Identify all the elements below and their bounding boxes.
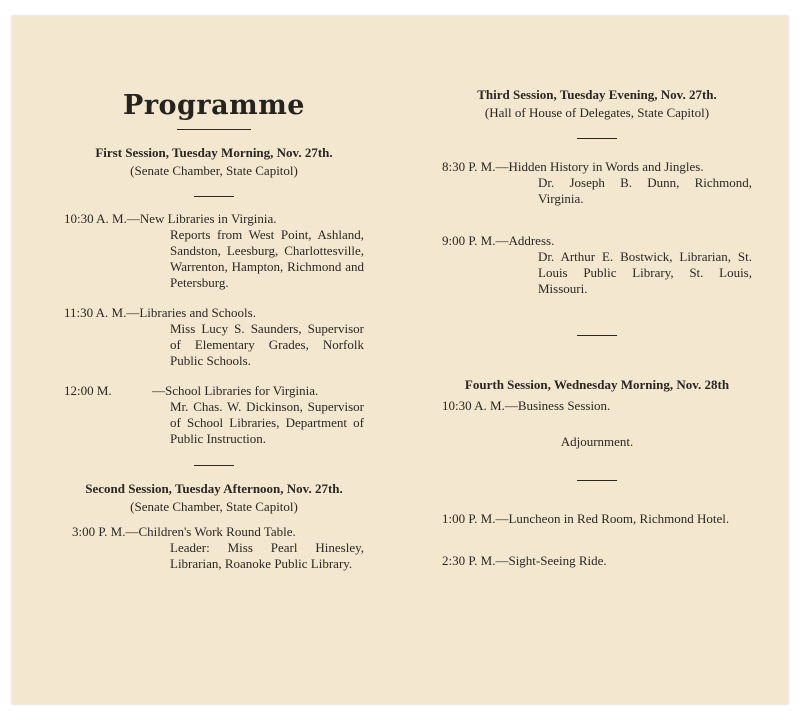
- item-time: 2:30 P. M.: [442, 553, 496, 568]
- item-detail: Dr. Arthur E. Bostwick, Librarian, St. Louis Public Library, St. Louis, Missouri.: [538, 249, 752, 296]
- item-time: 12:00 M.: [64, 383, 112, 398]
- item-detail: Leader: Miss Pearl Hinesley, Librarian, Roanoke Public Library.: [170, 540, 364, 571]
- programme-item: [442, 553, 752, 569]
- adjournment: Adjournment.: [560, 434, 634, 449]
- item-detail: Reports from West Point, Ashland, Sandston, Leesburg, Charlottesville, Warrenton, Hampton, Richmond and Petersburg.: [170, 227, 364, 290]
- divider: [577, 480, 617, 481]
- item-title: —Children's Work Round Table.: [125, 524, 296, 539]
- item-time: 10:30 A. M.: [64, 211, 127, 226]
- item-time: 10:30 A. M.: [442, 398, 505, 413]
- session-second: [64, 480, 364, 572]
- programme-item: [64, 305, 364, 369]
- divider: [577, 138, 617, 139]
- session-heading: First Session, Tuesday Morning, Nov. 27th.: [95, 145, 333, 160]
- item-title: —School Libraries for Virginia.: [152, 383, 319, 398]
- divider: [177, 129, 251, 130]
- item-time: 8:30 P. M.: [442, 159, 496, 174]
- session-venue: (Senate Chamber, State Capitol): [130, 499, 298, 514]
- programme-item: [64, 383, 364, 447]
- programme-card: [12, 16, 788, 704]
- divider: [194, 465, 234, 466]
- session-heading: Third Session, Tuesday Evening, Nov. 27th.: [477, 87, 717, 102]
- programme-item: [64, 524, 364, 572]
- session-venue: (Hall of House of Delegates, State Capitol): [484, 105, 710, 120]
- item-title: —Sight-Seeing Ride.: [495, 553, 607, 568]
- item-title: —Libraries and Schools.: [126, 305, 256, 320]
- item-title: —Business Session.: [504, 398, 611, 413]
- session-fourth: [442, 376, 752, 450]
- right-column: [442, 86, 752, 569]
- item-title: —Luncheon in Red Room, Richmond Hotel.: [495, 511, 730, 526]
- programme-item: [442, 159, 752, 207]
- session-heading: Fourth Session, Wednesday Morning, Nov. 28th: [464, 377, 730, 392]
- programme-item: [442, 398, 752, 414]
- item-title: —New Libraries in Virginia.: [126, 211, 277, 226]
- session-heading: Second Session, Tuesday Afternoon, Nov. 27th.: [85, 481, 343, 496]
- session-third: [442, 86, 752, 297]
- item-title: —Address.: [495, 233, 555, 248]
- item-detail: Dr. Joseph B. Dunn, Richmond, Virginia.: [538, 175, 752, 206]
- item-time: 3:00 P. M.: [72, 524, 126, 539]
- divider: [577, 335, 617, 336]
- divider: [194, 196, 234, 197]
- item-detail: Mr. Chas. W. Dickinson, Supervisor of School Libraries, Department of Public Instruction.: [170, 399, 364, 446]
- session-first: [64, 144, 364, 447]
- item-time: 1:00 P. M.: [442, 511, 496, 526]
- programme-item: [442, 511, 752, 527]
- item-time: 11:30 A. M.: [64, 305, 127, 320]
- item-time: 9:00 P. M.: [442, 233, 496, 248]
- programme-item: [442, 233, 752, 297]
- left-column: [64, 86, 364, 572]
- item-detail: Miss Lucy S. Saunders, Supervisor of Elementary Grades, Norfolk Public Schools.: [170, 321, 364, 368]
- session-venue: (Senate Chamber, State Capitol): [130, 163, 298, 178]
- programme-item: [64, 211, 364, 291]
- page-title: Programme: [123, 90, 305, 121]
- item-title: —Hidden History in Words and Jingles.: [495, 159, 704, 174]
